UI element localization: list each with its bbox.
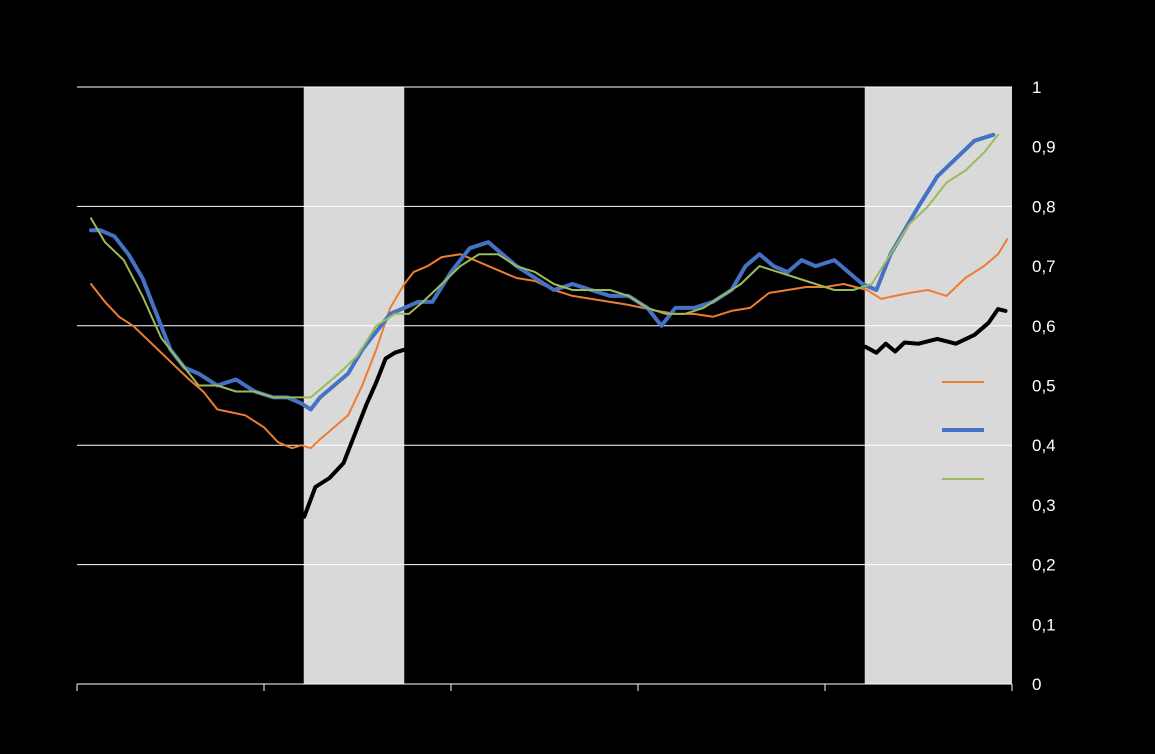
y-tick-label: 0,5 bbox=[1032, 376, 1056, 396]
y-tick-label: 0,1 bbox=[1032, 615, 1056, 635]
y-tick-label: 0,6 bbox=[1032, 316, 1056, 336]
y-tick-label: 1 bbox=[1032, 78, 1042, 97]
y-tick-label: 0,8 bbox=[1032, 197, 1056, 217]
y-tick-label: 0,3 bbox=[1032, 495, 1056, 515]
y-tick-label: 0 bbox=[1032, 675, 1042, 694]
y-tick-label: 0,7 bbox=[1032, 257, 1056, 277]
shaded-period-1 bbox=[304, 87, 405, 684]
y-tick-label: 0,2 bbox=[1032, 555, 1056, 575]
y-tick-label: 0,4 bbox=[1032, 436, 1056, 456]
y-tick-label: 0,9 bbox=[1032, 137, 1056, 157]
